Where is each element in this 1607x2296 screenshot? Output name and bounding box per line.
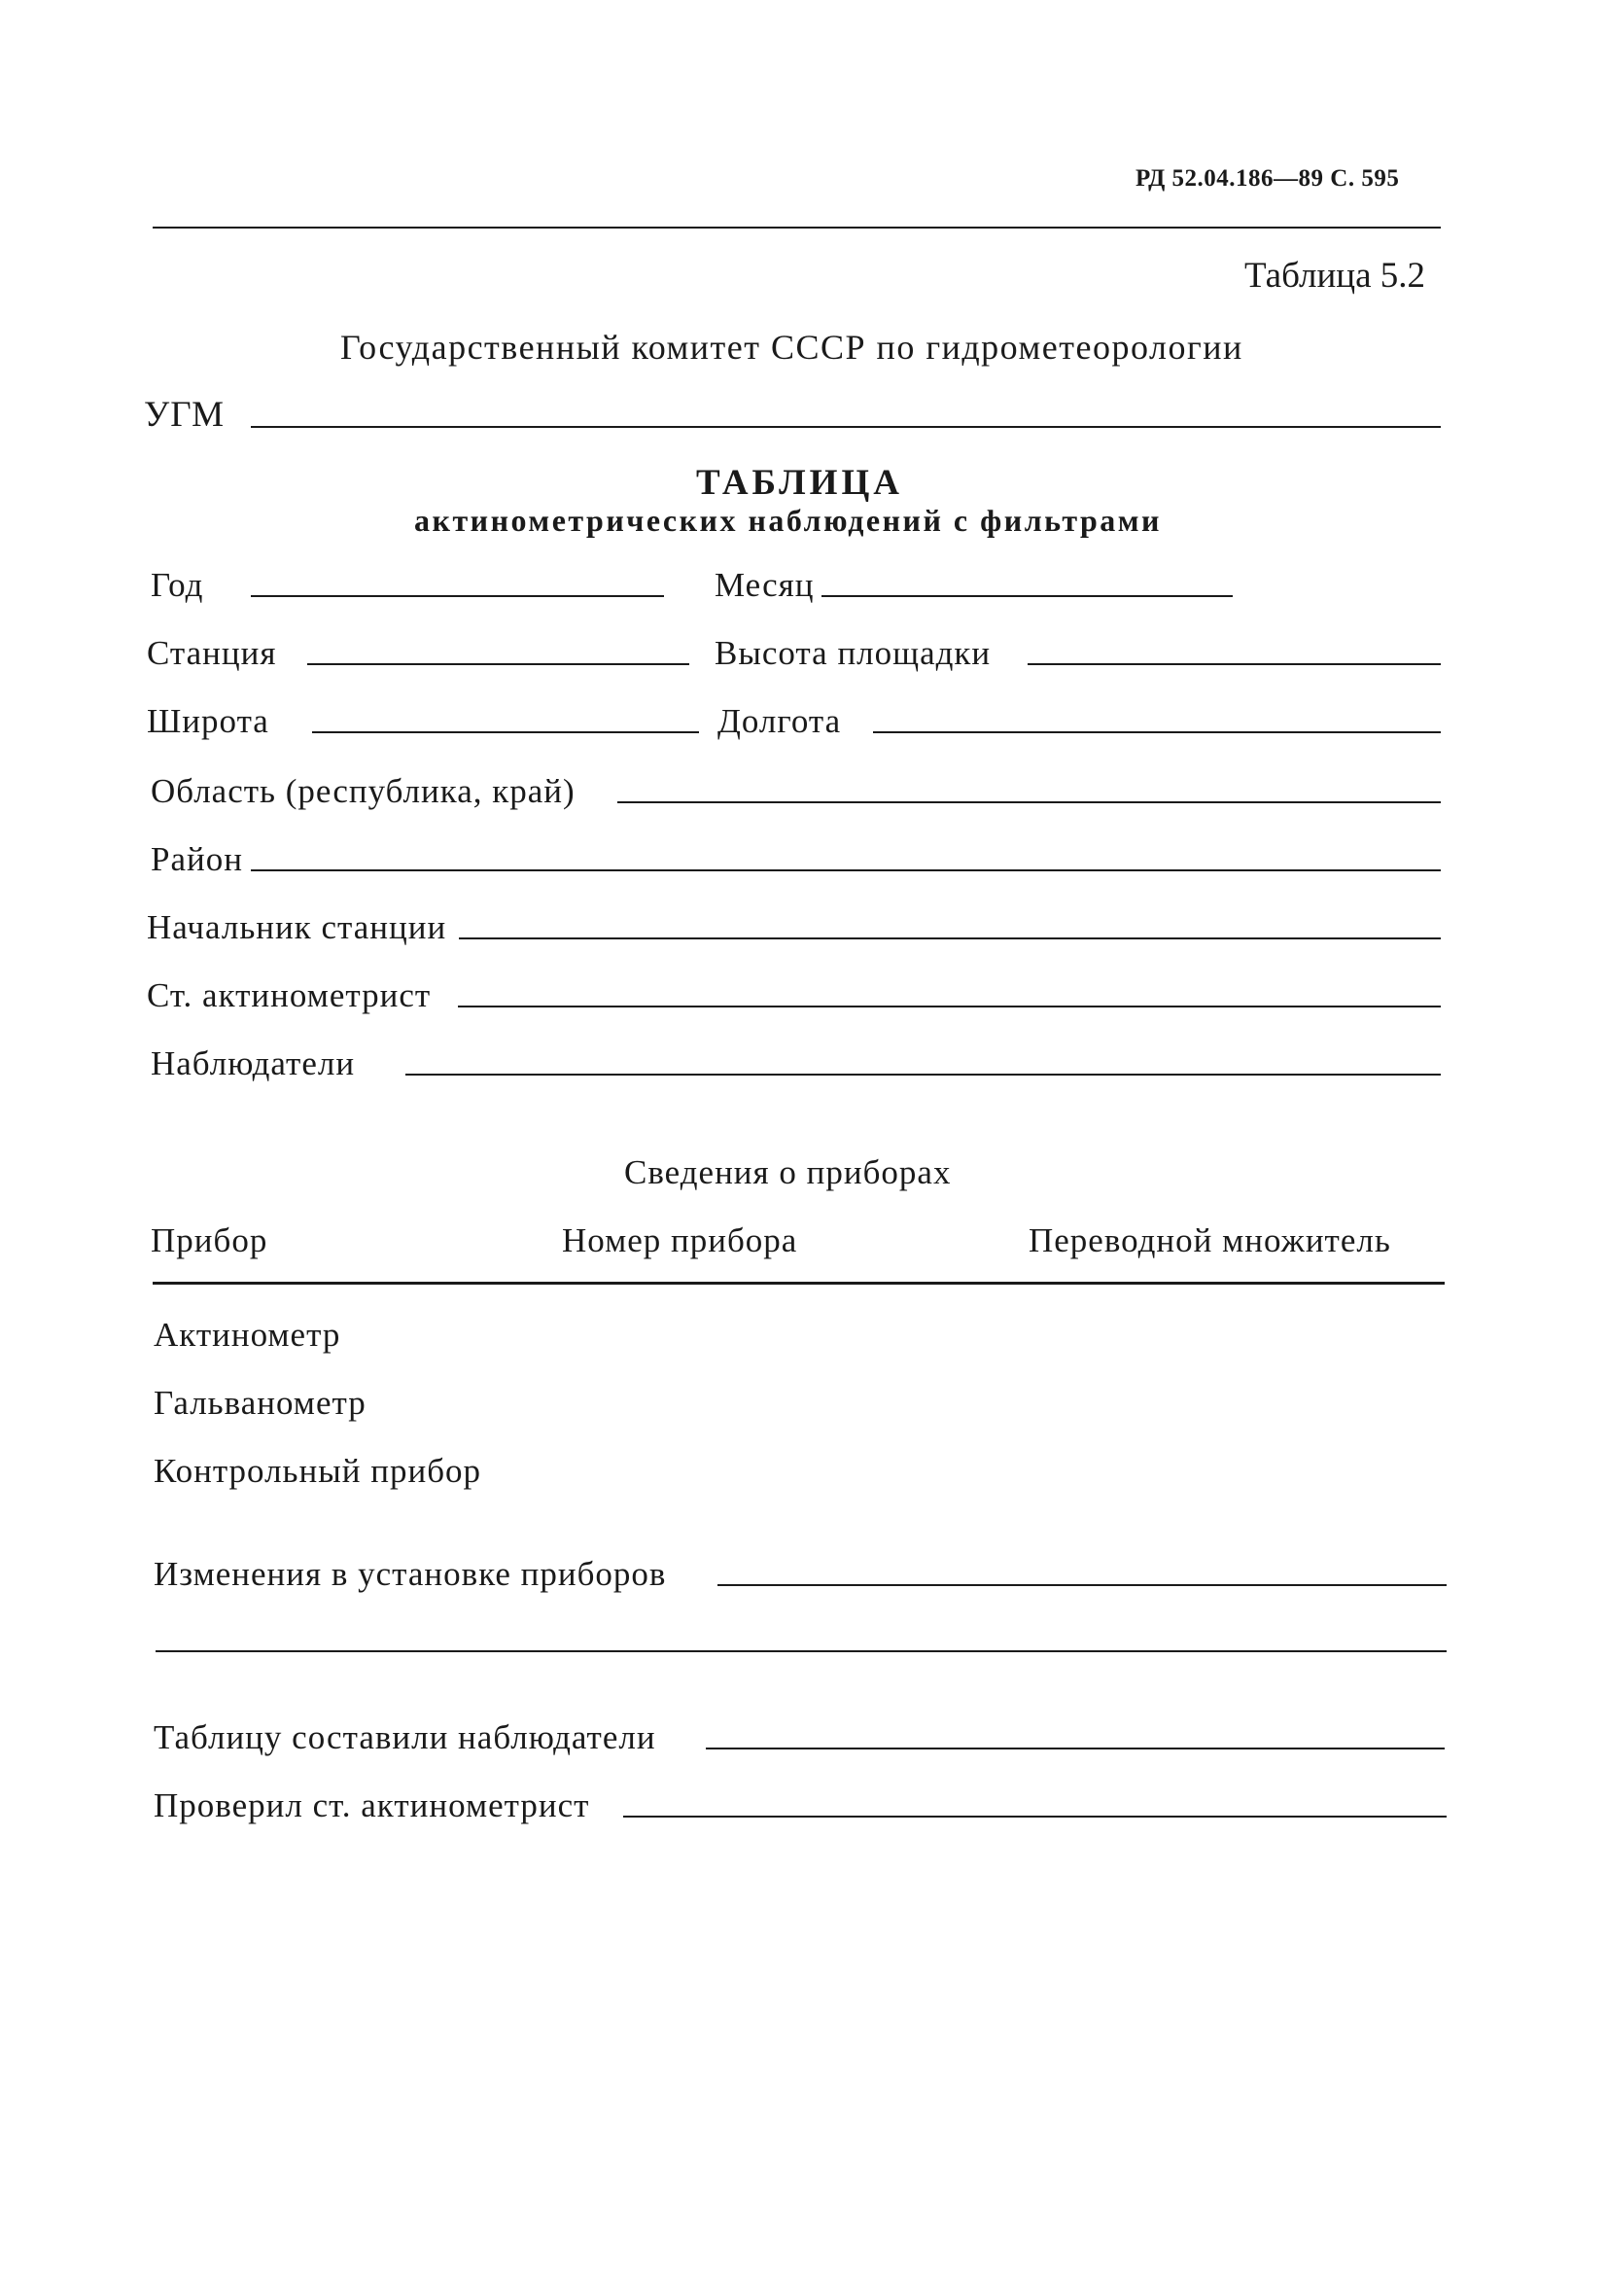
organization-name: Государственный комитет СССР по гидрометеорологии — [340, 328, 1243, 367]
station-field[interactable] — [147, 630, 689, 677]
station-head-label: Начальник станции — [147, 908, 447, 946]
form-title: ТАБЛИЦА — [696, 463, 903, 503]
changes-continuation-line[interactable] — [156, 1650, 1447, 1652]
column-header-instrument: Прибор — [151, 1221, 268, 1259]
longitude-line — [873, 731, 1441, 733]
region-line — [617, 801, 1441, 803]
station-head-field[interactable] — [147, 904, 1441, 951]
year-label: Год — [151, 566, 204, 604]
header-rule — [153, 227, 1441, 229]
checked-by-label: Проверил ст. актинометрист — [154, 1786, 590, 1824]
region-field[interactable] — [151, 768, 1441, 815]
instrument-row: Гальванометр — [154, 1384, 367, 1422]
form-subtitle: актинометрических наблюдений с фильтрами — [414, 503, 1162, 538]
region-label: Область (республика, край) — [151, 772, 576, 810]
senior-actinometrist-field[interactable] — [147, 972, 1441, 1019]
instrument-row: Актинометр — [154, 1316, 341, 1354]
compiled-by-field[interactable] — [154, 1714, 1445, 1761]
observers-field[interactable] — [151, 1041, 1441, 1087]
longitude-label: Долгота — [717, 702, 842, 740]
column-header-instrument-number: Номер прибора — [562, 1221, 798, 1259]
checked-by-field[interactable] — [154, 1783, 1447, 1829]
table-number: Таблица 5.2 — [1244, 256, 1425, 296]
month-label: Месяц — [715, 566, 815, 604]
ugm-line — [251, 426, 1441, 428]
month-line — [821, 595, 1233, 597]
site-height-line — [1028, 663, 1441, 665]
column-header-conversion-factor: Переводной множитель — [1029, 1221, 1391, 1259]
compiled-by-label: Таблицу составили наблюдатели — [154, 1718, 656, 1756]
district-line — [251, 869, 1441, 871]
station-label: Станция — [147, 634, 277, 672]
site-height-field[interactable] — [715, 630, 1441, 677]
latitude-field[interactable] — [147, 698, 699, 745]
changes-line — [717, 1584, 1447, 1586]
longitude-field[interactable] — [717, 698, 1441, 745]
compiled-by-line — [706, 1748, 1445, 1749]
instrument-row: Контрольный прибор — [154, 1452, 482, 1490]
observers-line — [405, 1074, 1441, 1076]
latitude-line — [312, 731, 699, 733]
ugm-field[interactable] — [144, 393, 1441, 440]
senior-actinometrist-line — [458, 1006, 1441, 1007]
site-height-label: Высота площадки — [715, 634, 992, 672]
month-field[interactable] — [715, 562, 1233, 609]
senior-actinometrist-label: Ст. актинометрист — [147, 976, 432, 1014]
changes-label: Изменения в установке приборов — [154, 1555, 667, 1593]
station-head-line — [459, 937, 1441, 939]
instruments-section-title: Сведения о приборах — [624, 1153, 952, 1191]
latitude-label: Широта — [147, 702, 269, 740]
station-line — [307, 663, 689, 665]
district-field[interactable] — [151, 836, 1441, 883]
observers-label: Наблюдатели — [151, 1044, 356, 1082]
ugm-label: УГМ — [144, 395, 225, 435]
district-label: Район — [151, 840, 243, 878]
year-field[interactable] — [151, 562, 664, 609]
changes-field[interactable] — [154, 1551, 1447, 1598]
checked-by-line — [623, 1816, 1447, 1818]
document-number: РД 52.04.186—89 С. 595 — [1135, 165, 1400, 192]
year-line — [251, 595, 664, 597]
column-header-rule — [153, 1282, 1445, 1285]
